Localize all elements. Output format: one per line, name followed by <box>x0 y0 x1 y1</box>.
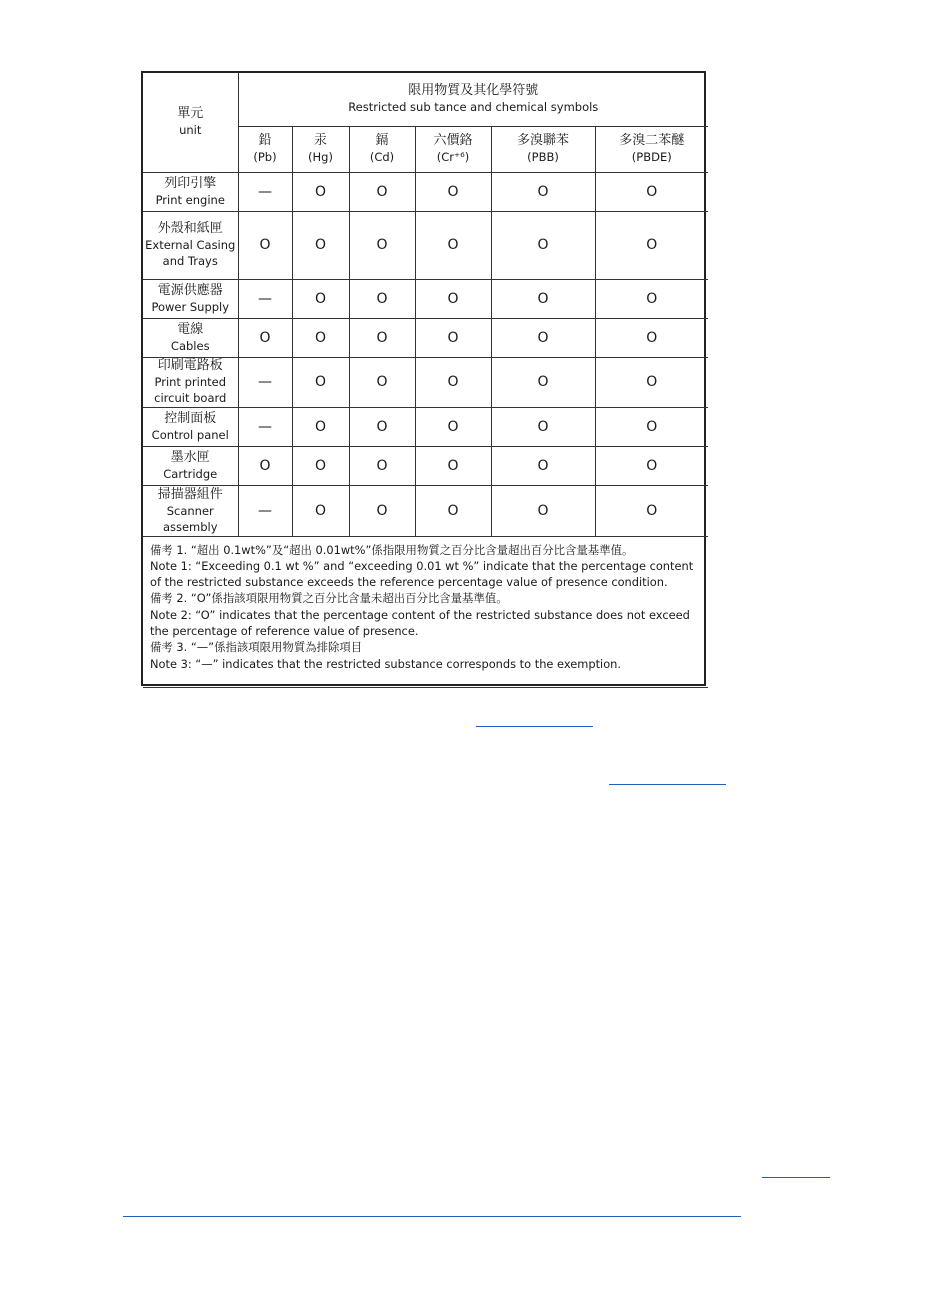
mark-cell <box>238 485 292 536</box>
circle-mark: O <box>376 237 388 253</box>
unit-cell <box>143 407 238 446</box>
unit-name-zh: 印刷電路板 <box>157 358 223 373</box>
mark-cell <box>491 318 595 357</box>
mark-cell <box>238 172 292 211</box>
notes-cell <box>143 536 708 687</box>
mark-cell <box>415 318 491 357</box>
circle-mark: O <box>537 329 549 346</box>
mark-cell <box>349 485 415 536</box>
circle-mark: O <box>537 290 549 307</box>
link-underline-2[interactable] <box>609 784 726 785</box>
substance-col-5 <box>595 126 708 172</box>
mark-cell <box>238 407 292 446</box>
mark-cell <box>595 357 708 407</box>
substance-name-zh: 多溴二苯醚 <box>619 133 685 148</box>
circle-mark: O <box>376 329 388 346</box>
mark-cell <box>238 357 292 407</box>
mark-cell <box>595 407 708 446</box>
mark-cell <box>292 318 349 357</box>
mark-cell <box>292 407 349 446</box>
mark-cell <box>595 211 708 279</box>
substance-symbol: (Cr⁺⁶) <box>436 150 470 164</box>
unit-cell <box>143 279 238 318</box>
circle-mark: O <box>646 418 658 435</box>
unit-header-zh: 單元 <box>177 106 204 122</box>
note1-en: Note 1: “Exceeding 0.1 wt %” and “exceeding 0.01 wt %” indicate that the percentage content of the restricted substance exceeds the reference percentage value of presence condition. <box>150 558 694 590</box>
mark-cell <box>595 318 708 357</box>
substance-col-1 <box>292 126 349 172</box>
mark-cell <box>292 279 349 318</box>
circle-mark: O <box>314 329 327 346</box>
mark-cell <box>292 357 349 407</box>
substance-symbol: (Cd) <box>369 150 395 164</box>
substance-name-zh: 汞 <box>313 133 327 148</box>
substance-col-4 <box>491 126 595 172</box>
mark-cell <box>491 357 595 407</box>
table-row <box>143 279 708 318</box>
circle-mark: O <box>646 237 658 253</box>
unit-name-zh: 列印引擎 <box>164 175 217 191</box>
unit-name-en: Print engine <box>155 192 225 207</box>
mark-cell <box>349 211 415 279</box>
unit-name-en: Control panel <box>151 427 229 442</box>
circle-mark: O <box>259 457 271 474</box>
circle-mark: O <box>646 329 658 346</box>
mark-cell <box>415 211 491 279</box>
table-row <box>143 446 708 485</box>
unit-cell <box>143 172 238 211</box>
circle-mark: O <box>376 502 388 519</box>
table-row <box>143 357 708 407</box>
unit-cell <box>143 485 238 536</box>
mark-cell <box>292 172 349 211</box>
circle-mark: O <box>537 374 549 390</box>
notes <box>143 537 708 672</box>
substance-col-0 <box>238 126 292 172</box>
mark-cell <box>292 446 349 485</box>
unit-cell <box>143 211 238 279</box>
mark-cell <box>349 357 415 407</box>
circle-mark: O <box>314 374 327 390</box>
mark-cell <box>491 485 595 536</box>
unit-name-zh: 控制面板 <box>164 410 217 426</box>
mark-cell <box>292 485 349 536</box>
circle-mark: O <box>376 374 388 390</box>
mark-cell <box>415 407 491 446</box>
mark-cell <box>238 279 292 318</box>
mark-cell <box>595 446 708 485</box>
unit-name-zh: 墨水匣 <box>170 449 210 465</box>
note3-en: Note 3: “—” indicates that the restricted substance corresponds to the exemption. <box>150 656 622 671</box>
note3-zh: 備考 3. “—”係指該項限用物質為排除項目 <box>150 640 363 655</box>
mark-cell <box>292 211 349 279</box>
restricted-substances-table <box>143 73 708 688</box>
mark-cell <box>415 485 491 536</box>
link-underline-3[interactable] <box>762 1177 830 1178</box>
circle-mark: O <box>447 418 459 435</box>
circle-mark: O <box>537 418 549 435</box>
unit-name-en: External Casing and Trays <box>145 238 236 268</box>
table-row <box>143 211 708 279</box>
mark-cell <box>491 279 595 318</box>
dash-mark: — <box>258 374 272 390</box>
circle-mark: O <box>646 374 658 390</box>
mark-cell <box>349 407 415 446</box>
note2-en: Note 2: “O” indicates that the percentage content of the restricted substance does not exceed the percentage of reference value of presence. <box>150 607 690 638</box>
mark-cell <box>595 279 708 318</box>
substance-header-en: Restricted sub tance and chemical symbols <box>348 100 599 115</box>
dash-mark: — <box>258 183 272 200</box>
unit-header <box>143 73 238 172</box>
substance-col-3 <box>415 126 491 172</box>
unit-name-en: Cartridge <box>163 466 218 481</box>
circle-mark: O <box>314 237 327 253</box>
unit-name-en: Power Supply <box>151 299 230 314</box>
substance-symbol: (Pb) <box>253 150 277 164</box>
circle-mark: O <box>537 502 549 519</box>
mark-cell <box>349 318 415 357</box>
circle-mark: O <box>447 502 459 519</box>
mark-cell <box>595 485 708 536</box>
footer-rule <box>123 1216 741 1217</box>
unit-name-en: Print printed circuit board <box>154 375 227 405</box>
circle-mark: O <box>537 237 549 253</box>
note1-zh: 備考 1. “超出 0.1wt%”及“超出 0.01wt%”係指限用物質之百分比含量超出百分比含量基準值。 <box>150 542 634 557</box>
table-body <box>143 172 708 536</box>
unit-name-en: Cables <box>170 338 210 353</box>
table-row <box>143 172 708 211</box>
substance-name-zh: 鉛 <box>258 133 272 148</box>
unit-name-zh: 電源供應器 <box>157 282 223 298</box>
unit-cell <box>143 318 238 357</box>
unit-name-zh: 掃描器組件 <box>157 486 223 502</box>
substance-header-zh: 限用物質及其化學符號 <box>408 83 539 99</box>
unit-cell <box>143 357 238 407</box>
mark-cell <box>491 211 595 279</box>
circle-mark: O <box>314 457 327 474</box>
mark-cell <box>415 357 491 407</box>
circle-mark: O <box>314 502 327 519</box>
substance-name-zh: 多溴聯苯 <box>516 133 569 148</box>
unit-name-en: Scanner assembly <box>162 503 218 534</box>
substance-col-2 <box>349 126 415 172</box>
circle-mark: O <box>447 183 459 200</box>
circle-mark: O <box>376 418 388 435</box>
mark-cell <box>491 446 595 485</box>
rohs-table-frame <box>141 71 706 686</box>
circle-mark: O <box>646 457 658 474</box>
mark-cell <box>349 446 415 485</box>
unit-header-en: unit <box>179 123 202 138</box>
mark-cell <box>238 446 292 485</box>
substance-symbol: (Hg) <box>308 150 333 164</box>
circle-mark: O <box>447 329 459 346</box>
circle-mark: O <box>537 457 549 474</box>
mark-cell <box>595 172 708 211</box>
mark-cell <box>349 172 415 211</box>
circle-mark: O <box>314 418 327 435</box>
mark-cell <box>238 318 292 357</box>
dash-mark: — <box>258 290 272 307</box>
circle-mark: O <box>646 502 658 519</box>
circle-mark: O <box>646 290 658 307</box>
mark-cell <box>491 172 595 211</box>
circle-mark: O <box>447 457 459 474</box>
unit-cell <box>143 446 238 485</box>
mark-cell <box>491 407 595 446</box>
circle-mark: O <box>259 329 271 346</box>
mark-cell <box>238 211 292 279</box>
mark-cell <box>349 279 415 318</box>
circle-mark: O <box>314 290 327 307</box>
circle-mark: O <box>376 457 388 474</box>
circle-mark: O <box>447 290 459 307</box>
circle-mark: O <box>376 183 388 200</box>
substance-name-zh: 六價鉻 <box>433 133 473 148</box>
table-row <box>143 318 708 357</box>
note2-zh: 備考 2. “O”係指該項限用物質之百分比含量未超出百分比含量基準值。 <box>150 591 508 606</box>
mark-cell <box>415 446 491 485</box>
circle-mark: O <box>376 290 388 307</box>
circle-mark: O <box>646 183 658 200</box>
mark-cell <box>415 279 491 318</box>
substance-symbol: (PBDE) <box>631 150 672 164</box>
circle-mark: O <box>259 237 271 253</box>
table-row <box>143 485 708 536</box>
unit-name-zh: 電線 <box>177 321 204 337</box>
circle-mark: O <box>314 183 327 200</box>
circle-mark: O <box>447 237 459 253</box>
table-row <box>143 407 708 446</box>
circle-mark: O <box>537 183 549 200</box>
mark-cell <box>415 172 491 211</box>
substance-name-zh: 鎘 <box>375 133 389 148</box>
dash-mark: — <box>258 502 272 519</box>
substance-header <box>238 73 708 126</box>
dash-mark: — <box>258 418 272 435</box>
substance-symbol: (PBB) <box>527 150 559 164</box>
link-underline-1[interactable] <box>476 726 593 727</box>
unit-name-zh: 外殼和紙匣 <box>157 221 223 236</box>
circle-mark: O <box>447 374 459 390</box>
